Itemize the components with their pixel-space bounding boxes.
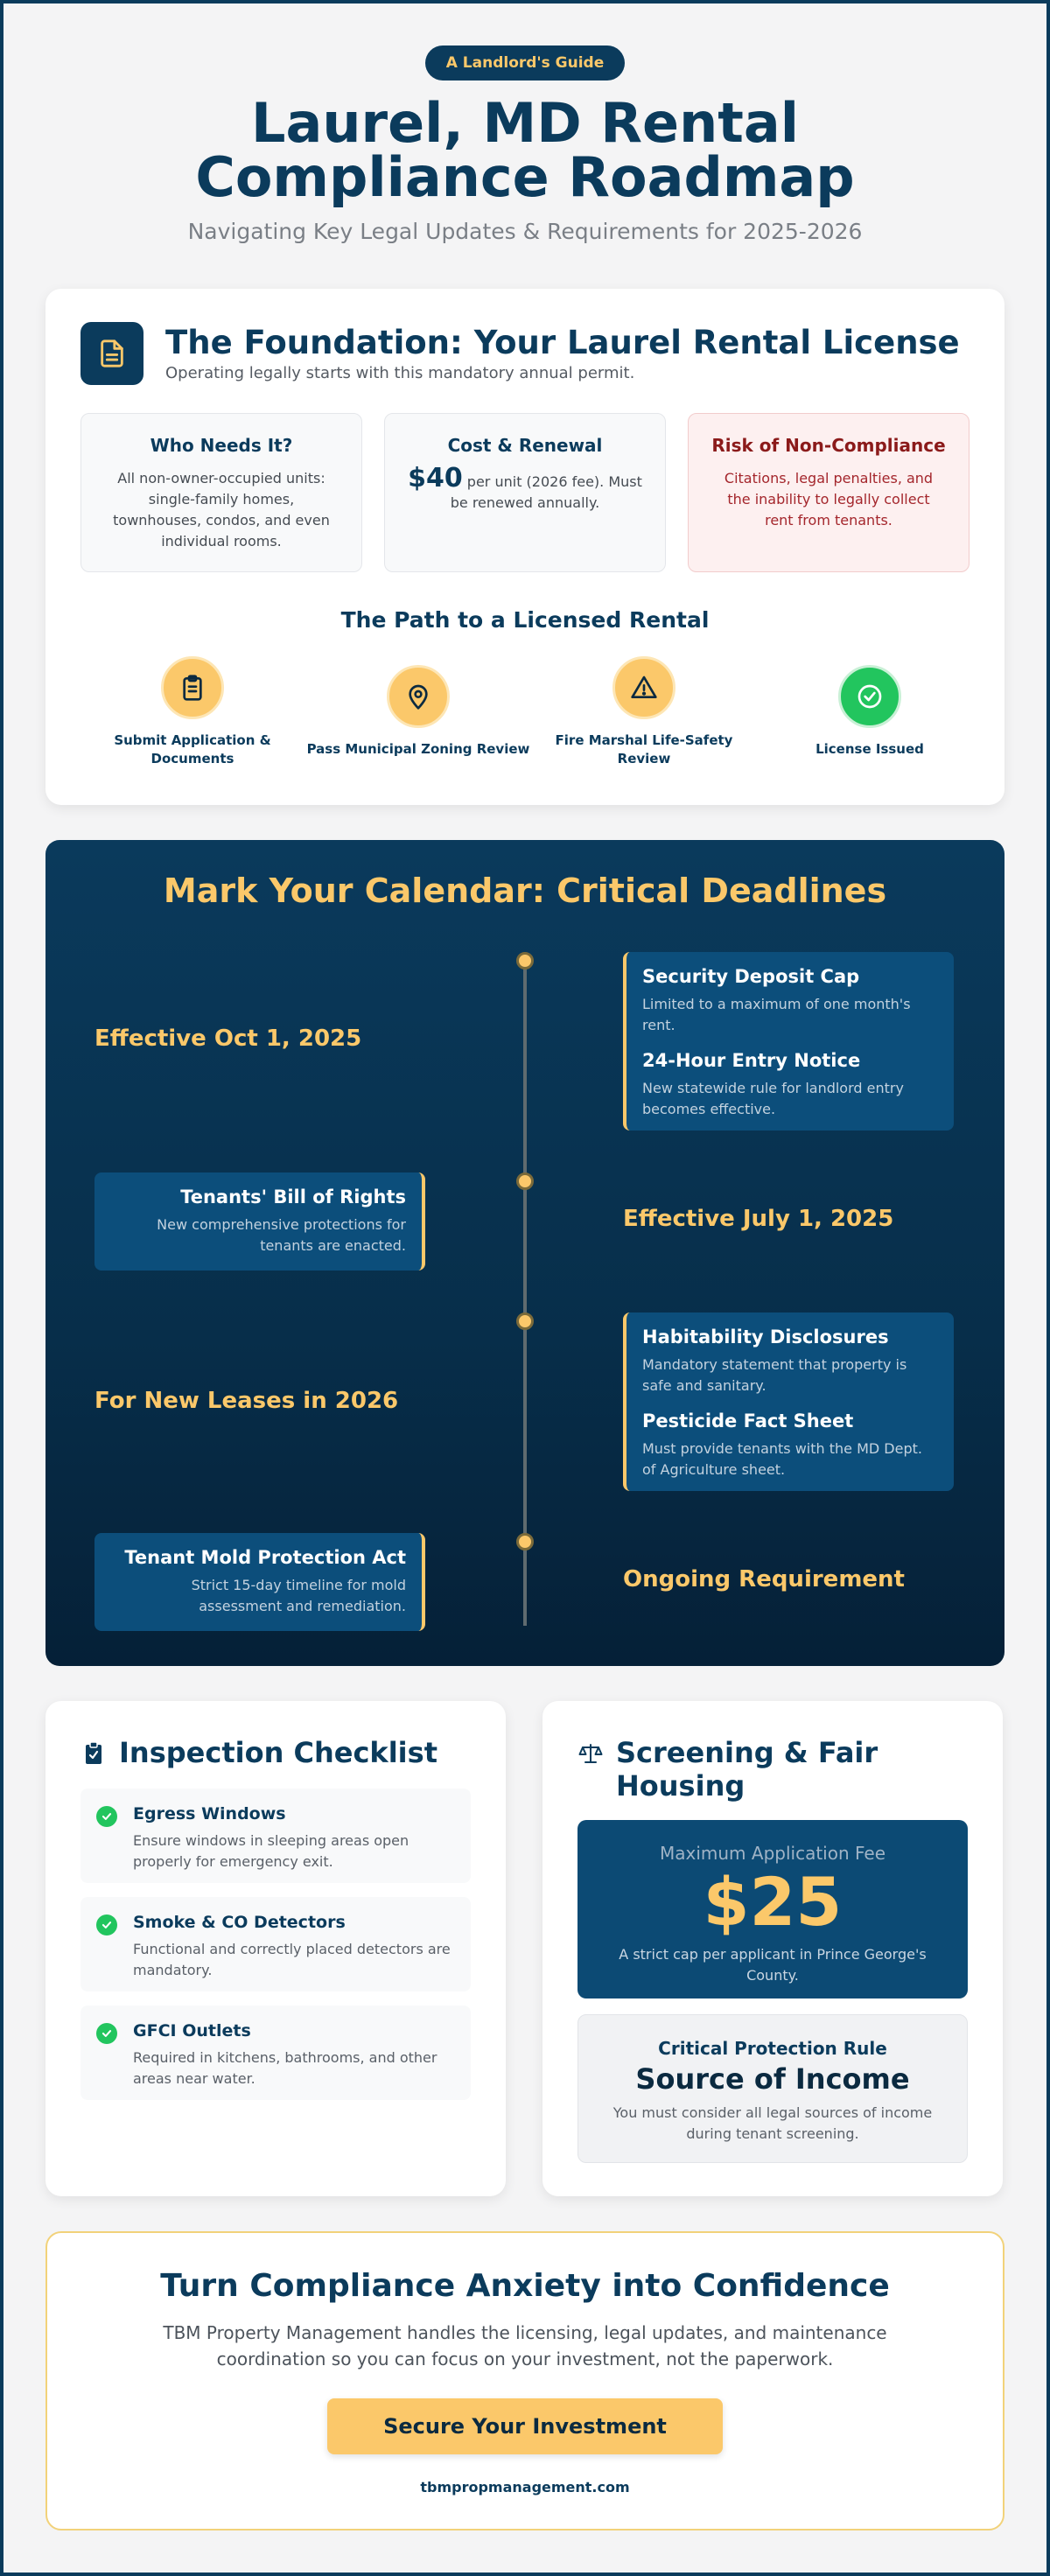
timeline-card: [623, 952, 954, 1130]
risk-text: Citations, legal penalties, and the inability to legally collect rent from tenants.: [724, 470, 934, 528]
who-text: All non-owner-occupied units: single-family homes, townhouses, condos, and even individual rooms.: [113, 470, 330, 550]
step-label: License Issued: [816, 741, 924, 757]
timeline-item-title: Pesticide Fact Sheet: [642, 1410, 854, 1432]
timeline-item-text: New comprehensive protections for tenants are enacted.: [157, 1216, 406, 1254]
document-icon: [80, 322, 144, 385]
checklist-item-text: Ensure windows in sleeping areas open properly for emergency exit.: [133, 1832, 410, 1870]
map-pin-icon: [387, 665, 450, 728]
cost-title: Cost & Renewal: [447, 435, 603, 456]
cost-text: [408, 463, 642, 514]
path-title: The Path to a Licensed Rental: [340, 607, 710, 633]
timeline-date: For New Leases in 2026: [94, 1388, 399, 1414]
risk-box: [688, 413, 970, 572]
timeline-card: [623, 1312, 954, 1491]
fee-label: Maximum Application Fee: [659, 1843, 886, 1864]
step-label: Fire Marshal Life-Safety Review: [555, 732, 733, 766]
checklist-item-title: GFCI Outlets: [133, 2021, 251, 2040]
timeline-item-text: Limited to a maximum of one month's rent.: [642, 996, 911, 1033]
timeline-item-text: New statewide rule for landlord entry becomes effective.: [642, 1080, 904, 1117]
timeline-dot: [516, 1533, 534, 1550]
clipboard-icon: [161, 656, 224, 719]
checklist-item-title: Egress Windows: [133, 1804, 286, 1824]
checklist-item: [80, 2006, 471, 2100]
timeline-card: [94, 1533, 425, 1631]
timeline-date: Effective July 1, 2025: [623, 1206, 894, 1232]
cost-renewal-box: [384, 413, 666, 572]
screening-header: [578, 1736, 878, 1802]
step-fire-marshal: [532, 656, 756, 768]
timeline-item-title: Security Deposit Cap: [642, 966, 860, 987]
protection-rule-box: [578, 2014, 968, 2163]
check-circle-icon: [838, 665, 901, 728]
header: [0, 46, 1050, 244]
risk-title: Risk of Non-Compliance: [711, 435, 946, 456]
timeline-item-title: Tenants' Bill of Rights: [180, 1186, 406, 1208]
application-fee-box: [578, 1820, 968, 1998]
checklist-item: [80, 1897, 471, 1992]
check-icon: [96, 1914, 117, 1936]
checklist-item-title: Smoke & CO Detectors: [133, 1913, 346, 1932]
timeline-line: [523, 961, 527, 1626]
step-zoning-review: [306, 665, 530, 759]
fee-amount: $25: [703, 1863, 843, 1941]
timeline-item-title: Tenant Mold Protection Act: [124, 1547, 406, 1568]
timeline-date: Effective Oct 1, 2025: [94, 1026, 362, 1052]
screening-title: Screening & Fair Housing: [616, 1736, 878, 1802]
check-icon: [96, 1806, 117, 1827]
who-needs-it-box: [80, 413, 362, 572]
screening-card: [542, 1701, 1003, 2196]
timeline-card: [94, 1172, 425, 1270]
foundation-title: The Foundation: Your Laurel Rental License: [165, 324, 960, 361]
fee-note: A strict cap per applicant in Prince George's County.: [619, 1946, 927, 1984]
step-submit-application: [80, 656, 304, 768]
rule-label: Critical Protection Rule: [658, 2038, 887, 2059]
website-link[interactable]: tbmpropmanagement.com: [420, 2479, 630, 2496]
cta-section: [46, 2231, 1004, 2530]
timeline-item-title: 24-Hour Entry Notice: [642, 1050, 861, 1071]
cost-description: per unit (2026 fee). Must be renewed annually.: [450, 473, 642, 511]
step-label: Pass Municipal Zoning Review: [306, 741, 530, 757]
timeline-dot: [516, 952, 534, 970]
timeline-item-text: Mandatory statement that property is safe and sanitary.: [642, 1356, 907, 1394]
checklist-item-text: Required in kitchens, bathrooms, and other areas near water.: [133, 2049, 438, 2087]
secure-investment-button[interactable]: Secure Your Investment: [327, 2398, 723, 2454]
rule-note: You must consider all legal sources of income during tenant screening.: [612, 2104, 933, 2142]
page-title: Laurel, MD Rental Compliance Roadmap: [195, 91, 855, 209]
timeline-item-text: Must provide tenants with the MD Dept. of Agriculture sheet.: [642, 1440, 922, 1478]
timeline-item-text: Strict 15-day timeline for mold assessment and remediation.: [191, 1577, 406, 1614]
guide-pill: A Landlord's Guide: [425, 46, 626, 80]
deadlines-timeline: [46, 840, 1004, 1666]
checklist-title: Inspection Checklist: [119, 1736, 438, 1769]
foundation-subtitle: Operating legally starts with this mandatory annual permit.: [165, 364, 635, 382]
scale-icon: [578, 1736, 604, 1766]
clipboard-check-icon: [80, 1736, 107, 1766]
page-subtitle: Navigating Key Legal Updates & Requirements for 2025-2026: [187, 219, 863, 244]
cta-title: Turn Compliance Anxiety into Confidence: [160, 2268, 890, 2304]
rule-title: Source of Income: [635, 2062, 910, 2096]
inspection-checklist-card: [46, 1701, 506, 2196]
timeline-dot: [516, 1172, 534, 1190]
checklist-header: [80, 1736, 438, 1769]
timeline-title: Mark Your Calendar: Critical Deadlines: [163, 872, 887, 910]
foundation-card: [46, 289, 1004, 805]
step-license-issued: [758, 665, 982, 759]
timeline-date: Ongoing Requirement: [623, 1566, 905, 1592]
step-label: Submit Application & Documents: [114, 732, 271, 766]
check-icon: [96, 2023, 117, 2044]
warning-icon: [612, 656, 676, 719]
checklist-item-text: Functional and correctly placed detectors are mandatory.: [133, 1941, 451, 1978]
timeline-dot: [516, 1312, 534, 1330]
license-price: $40: [408, 463, 463, 494]
cta-text: TBM Property Management handles the licensing, legal updates, and maintenance coordination so you can focus on your investment, not the paperwork.: [163, 2322, 887, 2370]
timeline-item-title: Habitability Disclosures: [642, 1326, 889, 1348]
checklist-item: [80, 1788, 471, 1883]
who-title: Who Needs It?: [150, 435, 293, 456]
